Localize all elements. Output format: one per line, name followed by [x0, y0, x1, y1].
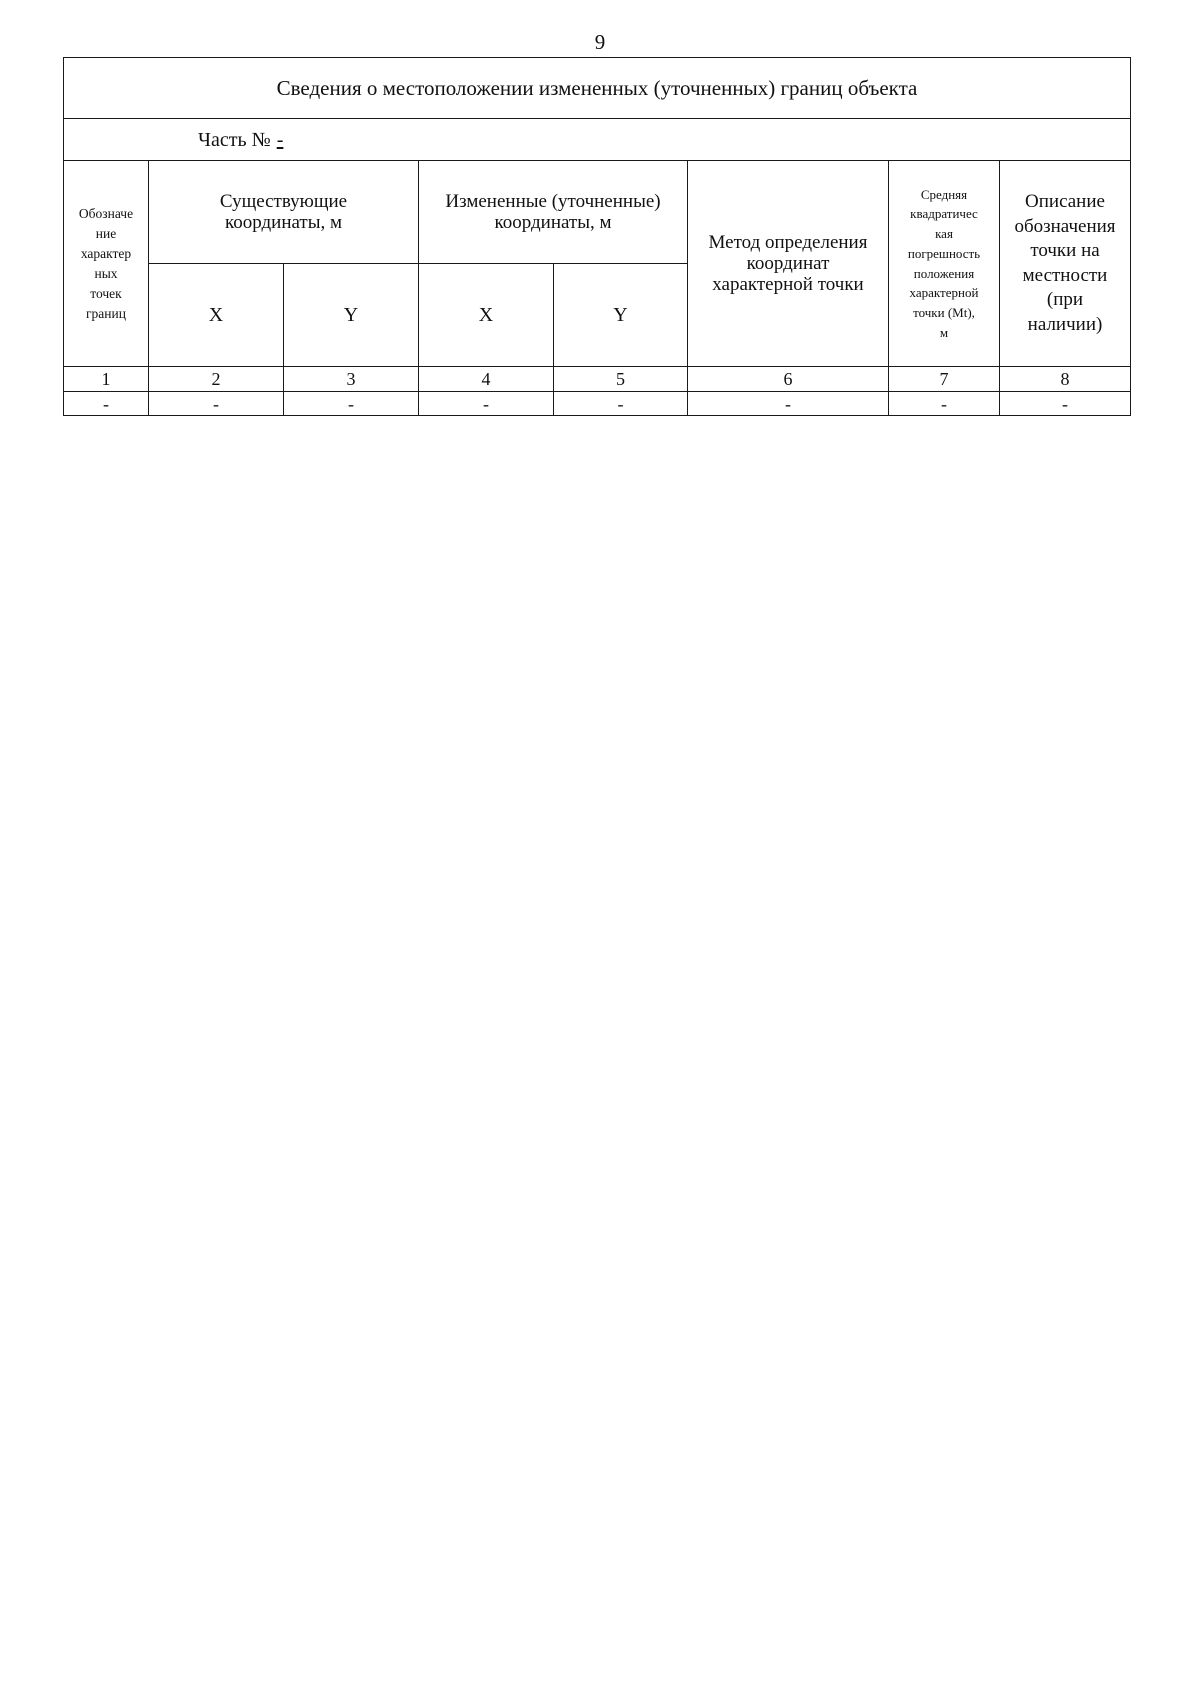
table-cell: -: [149, 392, 284, 416]
table-cell: -: [284, 392, 419, 416]
table-cell: -: [1000, 392, 1131, 416]
column-number: 6: [688, 367, 889, 392]
column-number: 4: [419, 367, 554, 392]
header-changed-coordinates: Измененные (уточненные) координаты, м: [419, 161, 688, 264]
table-cell: -: [889, 392, 1000, 416]
column-number: 2: [149, 367, 284, 392]
column-number: 7: [889, 367, 1000, 392]
boundary-coordinates-table: [63, 57, 1131, 416]
header-changed-x: X: [419, 264, 554, 367]
table-title: Сведения о местоположении измененных (уточненных) границ объекта: [64, 58, 1131, 119]
part-row: [64, 119, 1131, 161]
header-description: Описание обозначения точки на местности (при наличии): [1000, 161, 1131, 367]
header-rmse: Средняя квадратичес кая погрешность положения характерной точки (Mt), м: [889, 161, 1000, 367]
column-number: 1: [64, 367, 149, 392]
part-label: Часть №: [198, 128, 271, 151]
header-existing-x: X: [149, 264, 284, 367]
column-number: 8: [1000, 367, 1131, 392]
table-row: [64, 392, 1131, 416]
table-cell: -: [688, 392, 889, 416]
table-cell: -: [554, 392, 688, 416]
table-cell: -: [419, 392, 554, 416]
part-number-value: -: [276, 128, 284, 151]
header-existing-coordinates: Существующие координаты, м: [149, 161, 419, 264]
column-numbers-row: [64, 367, 1131, 392]
table-cell: -: [64, 392, 149, 416]
column-number: 3: [284, 367, 419, 392]
header-method: Метод определения координат характерной точки: [688, 161, 889, 367]
header-existing-y: Y: [284, 264, 419, 367]
column-number: 5: [554, 367, 688, 392]
header-point-designation: Обозначе ние характер ных точек границ: [64, 161, 149, 367]
page-number: 9: [594, 30, 606, 54]
header-changed-y: Y: [554, 264, 688, 367]
